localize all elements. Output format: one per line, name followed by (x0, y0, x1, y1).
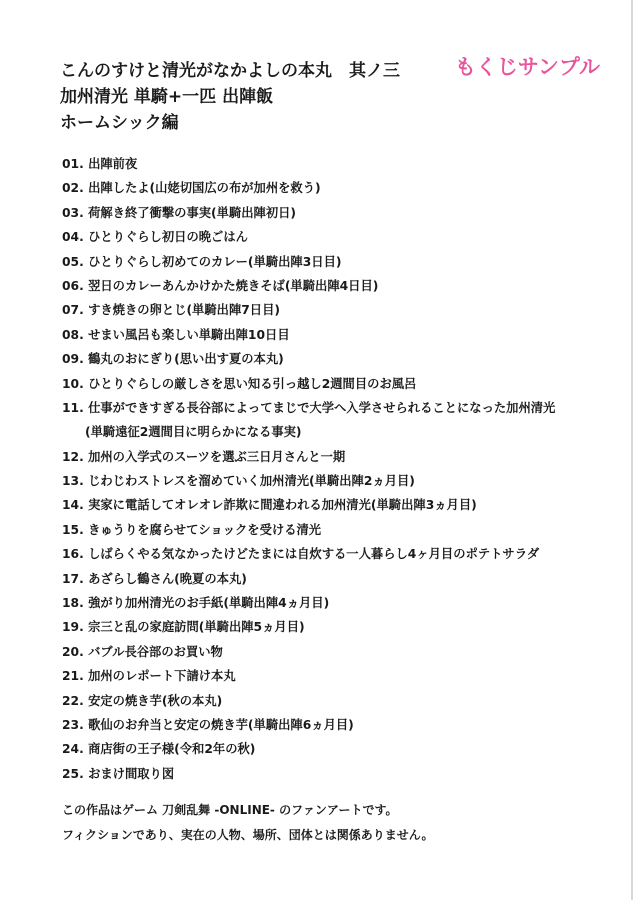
toc-item-12: 12. 加州の入学式のスーツを選ぶ三日月さんと一期 (62, 449, 346, 464)
toc-item-22: 22. 安定の焼き芋(秋の本丸) (62, 693, 223, 708)
title-line-1: こんのすけと清光がなかよしの本丸 其ノ三 (60, 61, 400, 81)
table-of-contents (62, 152, 622, 786)
toc-item-13: 13. じわじわストレスを溜めていく加州清光(単騎出陣2ヵ月目) (62, 474, 415, 489)
toc-item-19: 19. 宗三と乱の家庭訪問(単騎出陣5ヵ月目) (62, 620, 305, 635)
toc-item-01: 01. 出陣前夜 (62, 157, 138, 171)
toc-item-20: 20. バブル長谷部のお買い物 (62, 644, 223, 659)
disclaimer (62, 798, 622, 848)
toc-item-11-continuation-text: (単騎遠征2週間目に明らかになる事実) (85, 425, 302, 440)
toc-item-09: 09. 鶴丸のおにぎり(思い出す夏の本丸) (62, 352, 284, 367)
toc-item-06: 06. 翌日のカレーあんかけかた焼きそば(単騎出陣4日目) (62, 278, 379, 293)
toc-item-16: 16. しばらくやる気なかったけどたまには自炊する一人暮らし4ヶ月目のポテトサラダ (62, 547, 540, 562)
toc-item-04: 04. ひとりぐらし初日の晩ごはん (62, 230, 248, 245)
toc-item-08: 08. せまい風呂も楽しい単騎出陣10日目 (62, 327, 290, 342)
toc-item-14: 14. 実家に電話してオレオレ詐欺に間違われる加州清光(単騎出陣3ヵ月目) (62, 498, 477, 513)
toc-item-02: 02. 出陣したよ(山姥切国広の布が加州を救う) (62, 181, 321, 196)
toc-item-05: 05. ひとりぐらし初めてのカレー(単騎出陣3日目) (62, 254, 342, 269)
disclaimer-line-1: この作品はゲーム 刀剣乱舞 -ONLINE- のファンアートです。 (62, 803, 398, 817)
disclaimer-line-2: フィクションであり、実在の人物、場所、団体とは関係ありません。 (62, 828, 434, 842)
toc-item-18: 18. 強がり加州清光のお手紙(単騎出陣4ヵ月目) (62, 596, 330, 611)
toc-item-11: 11. 仕事ができすぎる長谷部によってまじで大学へ入学させられることになった加州清光 (62, 400, 556, 415)
toc-item-03: 03. 荷解き終了衝撃の事実(単騎出陣初日) (62, 205, 297, 220)
toc-item-11-continuation (62, 420, 622, 444)
toc-item-23: 23. 歌仙のお弁当と安定の焼き芋(単騎出陣6ヵ月目) (62, 717, 354, 732)
toc-item-07: 07. すき焼きの卵とじ(単騎出陣7日目) (62, 303, 281, 318)
document-header (60, 56, 600, 136)
toc-item-24: 24. 商店街の王子様(令和2年の秋) (62, 742, 256, 757)
toc-item-15: 15. きゅうりを腐らせてショックを受ける清光 (62, 522, 322, 537)
sample-tag: もくじサンプル (454, 55, 600, 79)
toc-item-25: 25. おまけ間取り図 (62, 766, 175, 781)
title-row (60, 56, 600, 84)
title-line-2: 加州清光 単騎+一匹 出陣飯 (60, 87, 274, 107)
toc-item-10: 10. ひとりぐらしの厳しさを思い知る引っ越し2週間目のお風呂 (62, 376, 417, 391)
toc-item-17: 17. あざらし鶴さん(晩夏の本丸) (62, 571, 247, 586)
toc-item-21: 21. 加州のレポート下請け本丸 (62, 669, 236, 684)
title-line-3: ホームシック編 (60, 113, 179, 133)
